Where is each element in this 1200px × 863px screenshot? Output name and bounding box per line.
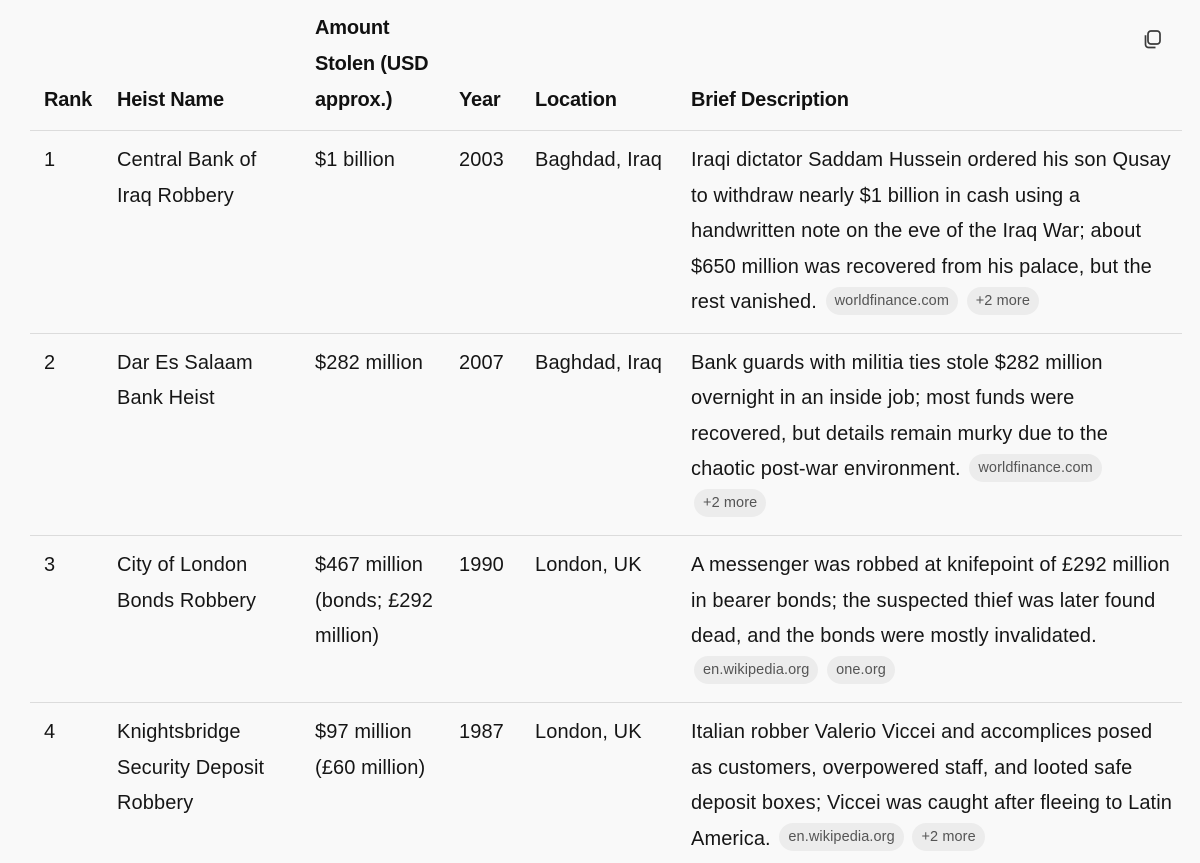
cell-heist-name: Knightsbridge Security Deposit Robbery — [117, 721, 265, 814]
description-text: Iraqi dictator Saddam Hussein ordered his son Qusay to withdraw nearly $1 billion in cash using a handwritten note on the eve of the Iraq War; about $650 million was recovered from his palace, but the rest vanished. — [691, 149, 1171, 313]
source-chip[interactable]: worldfinance.com — [969, 454, 1101, 482]
header-year: Year — [445, 0, 521, 131]
source-chip[interactable]: worldfinance.com — [826, 287, 958, 315]
header-rank: Rank — [30, 0, 103, 131]
source-chip[interactable]: one.org — [827, 656, 895, 684]
cell-amount: $97 million (£60 million) — [315, 721, 426, 779]
table-header — [30, 0, 1182, 131]
header-heist-name: Heist Name — [103, 0, 301, 131]
header-description: Brief Description — [677, 0, 1182, 131]
cell-year: 1987 — [459, 721, 504, 743]
cell-year: 2003 — [445, 131, 521, 334]
cell-rank: 3 — [30, 536, 103, 703]
cell-year: 1990 — [445, 536, 521, 703]
header-row — [30, 0, 1182, 131]
heists-table — [30, 0, 1182, 863]
more-sources-chip[interactable]: +2 more — [967, 287, 1039, 315]
description-text: Bank guards with militia ties stole $282 million overnight in an inside job; most funds were recovered, but details remain murky due to the chaotic post-war environment. — [691, 351, 1109, 480]
cell-rank: 4 — [44, 721, 56, 743]
cell-heist-name: Dar Es Salaam Bank Heist — [103, 333, 301, 536]
description-text: Italian robber Valerio Viccei and accomplices posed as customers, overpowered staff, and looted safe deposit boxes; Viccei was caught after fleeing to Latin America. — [691, 721, 1172, 850]
cell-description — [677, 333, 1182, 536]
table-row — [30, 333, 1182, 536]
table-row — [30, 536, 1182, 703]
cell-location: Baghdad, Iraq — [521, 131, 677, 334]
header-amount: Amount Stolen (USD approx.) — [301, 0, 445, 131]
more-sources-chip[interactable]: +2 more — [694, 489, 766, 517]
more-sources-chip[interactable]: +2 more — [912, 823, 984, 851]
table-row — [30, 131, 1182, 334]
table-row — [30, 703, 1182, 863]
cell-heist-name: Central Bank of Iraq Robbery — [103, 131, 301, 334]
cell-rank: 2 — [30, 333, 103, 536]
cell-rank: 1 — [30, 131, 103, 334]
source-chip[interactable]: en.wikipedia.org — [694, 656, 818, 684]
table-body — [30, 131, 1182, 863]
cell-amount: $282 million — [301, 333, 445, 536]
cell-location: Baghdad, Iraq — [521, 333, 677, 536]
cell-description — [677, 703, 1182, 863]
cell-amount: $467 million (bonds; £292 million) — [301, 536, 445, 703]
cell-heist-name: City of London Bonds Robbery — [103, 536, 301, 703]
description-text: A messenger was robbed at knifepoint of £292 million in bearer bonds; the suspected thief was later found dead, and the bonds were mostly invalidated. — [691, 554, 1170, 647]
header-location: Location — [521, 0, 677, 131]
cell-amount: $1 billion — [301, 131, 445, 334]
source-chip[interactable]: en.wikipedia.org — [779, 823, 903, 851]
cell-description — [677, 131, 1182, 334]
cell-year: 2007 — [445, 333, 521, 536]
cell-location: London, UK — [535, 721, 642, 743]
cell-location: London, UK — [521, 536, 677, 703]
cell-description — [677, 536, 1182, 703]
